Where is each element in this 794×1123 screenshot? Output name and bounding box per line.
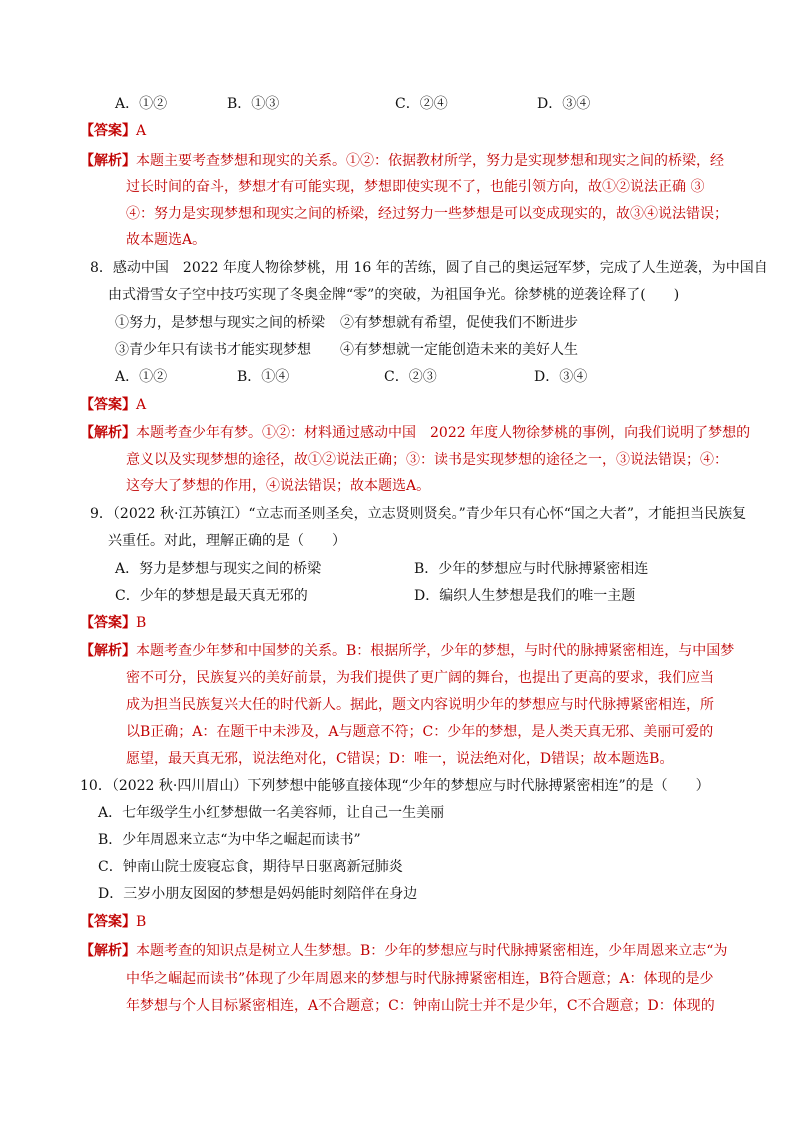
q9-stem-line-1: 9．（2022 秋·江苏镇江）“立志而圣则圣矣，立志贤则贤矣。”青少年只有心怀“国之大者”，才能担当民族复 — [90, 506, 747, 522]
analysis-text: ③ — [690, 179, 705, 195]
answer-value: B — [136, 615, 147, 631]
q10-option-c: C．钟南山院士废寝忘食，期待早日驱离新冠肺炎 — [98, 859, 403, 875]
q7-analysis-line-2 — [126, 178, 704, 196]
q8-option-a: A．①② — [115, 369, 168, 385]
q8-option-d: D．③④ — [534, 369, 588, 385]
q7-option-a: A．①② — [115, 96, 168, 112]
q8-stem-line-1: 8．感动中国 2022 年度人物徐梦桃，用 16 年的苦练，圆了自己的奥运冠军梦，完成了人生逆袭，为中国自 — [90, 260, 768, 276]
q7-answer — [80, 122, 146, 140]
q9-stem-line-2: 兴重任。对此，理解正确的是（ ） — [108, 533, 346, 549]
answer-tag: 【答案】 — [80, 397, 136, 413]
q9-analysis-line-3: 成为担当民族复兴大任的时代新人。据此，题文内容说明少年的梦想应与时代脉搏紧密相连，所 — [126, 697, 714, 713]
q10-stem: 10．（2022 秋·四川眉山）下列梦想中能够直接体现“少年的梦想应与时代脉搏紧密相连”的是（ ） — [80, 778, 710, 794]
q7-option-d: D．③④ — [537, 96, 591, 112]
q8-answer — [80, 396, 146, 414]
q9-analysis-line-2: 密不可分，民族复兴的美好前景，为我们提供了更广阔的舞台，也提出了更高的要求，我们应当 — [126, 670, 714, 686]
answer-tag: 【答案】 — [80, 914, 136, 930]
q8-statement-1: ①努力，是梦想与现实之间的桥梁 — [115, 315, 325, 331]
q9-answer — [80, 614, 146, 632]
answer-value: B — [136, 914, 147, 930]
q7-option-c: C．②④ — [395, 96, 448, 112]
q8-statement-4: ④有梦想就一定能创造未来的美好人生 — [340, 342, 578, 358]
q10-option-b: B．少年周恩来立志“为中华之崛起而读书” — [98, 832, 361, 848]
analysis-text: 本题考查的知识点是树立人生梦想。B：少年的梦想应与时代脉搏紧密相连，少年周恩来立志“为 — [136, 943, 728, 959]
q9-option-c: C．少年的梦想是最天真无邪的 — [115, 588, 308, 604]
q9-option-a: A．努力是梦想与现实之间的桥梁 — [115, 561, 322, 577]
q8-analysis-line-1 — [80, 424, 750, 442]
analysis-text: 本题考查少年有梦。 — [136, 425, 262, 441]
q7-analysis-line-4: 故本题选A。 — [126, 232, 207, 248]
analysis-tag: 【解析】 — [80, 425, 136, 441]
q10-answer — [80, 913, 146, 931]
q8-stem-line-2: 由式滑雪女子空中技巧实现了冬奥金牌“零”的突破，为祖国争光。徐梦桃的逆袭诠释了( ) — [108, 287, 680, 303]
q8-option-b: B．①④ — [237, 369, 290, 385]
q9-analysis-line-5: 愿望，最天真无邪，说法绝对化，C错误；D：唯一，说法绝对化，D错误；故本题选B。 — [126, 751, 674, 767]
q10-analysis-line-1 — [80, 942, 727, 960]
answer-value: A — [136, 123, 147, 139]
analysis-tag: 【解析】 — [80, 943, 136, 959]
q8-analysis-line-3: 这夸大了梦想的作用，④说法错误；故本题选A。 — [126, 478, 431, 494]
q8-statement-3: ③青少年只有读书才能实现梦想 — [115, 342, 311, 358]
q9-option-b: B．少年的梦想应与时代脉搏紧密相连 — [414, 561, 649, 577]
q10-option-d: D．三岁小朋友囡囡的梦想是妈妈能时刻陪伴在身边 — [98, 886, 418, 902]
q9-analysis-line-4: 以B正确；A：在题干中未涉及，A与题意不符；C：少年的梦想，是人类天真无邪、美丽可爱的 — [126, 724, 714, 740]
analysis-text: 过长时间的奋斗，梦想才有可能实现，梦想即使实现不了，也能引领方向，故①②说法正确 — [126, 179, 686, 195]
analysis-text: 本题主要考查梦想和现实的关系。 — [136, 153, 346, 169]
analysis-text: ①②：材料通过感动中国 2022 年度人物徐梦桃的事例，向我们说明了梦想的 — [262, 425, 751, 441]
q9-option-d: D．编织人生梦想是我们的唯一主题 — [414, 588, 636, 604]
q10-analysis-line-3: 年梦想与个人目标紧密相连，A不合题意；C：钟南山院士并不是少年，C不合题意；D：体现的 — [126, 998, 715, 1014]
analysis-tag: 【解析】 — [80, 153, 136, 169]
q10-analysis-line-2: 中华之崛起而读书”体现了少年周恩来的梦想与时代脉搏紧密相连，B符合题意；A：体现的是少 — [126, 971, 714, 987]
analysis-text: ①②：依据教材所学，努力是实现梦想和现实之间的桥梁，经 — [346, 153, 724, 169]
q8-analysis-line-2: 意义以及实现梦想的途径，故①②说法正确；③：读书是实现梦想的途径之一，③说法错误；④： — [126, 452, 728, 468]
q8-option-c: C．②③ — [384, 369, 437, 385]
analysis-text: 本题考查少年梦和中国梦的关系。B：根据所学，少年的梦想，与时代的脉搏紧密相连，与中国梦 — [136, 643, 735, 659]
answer-value: A — [136, 397, 147, 413]
answer-tag: 【答案】 — [80, 615, 136, 631]
analysis-tag: 【解析】 — [80, 643, 136, 659]
q10-option-a: A．七年级学生小红梦想做一名美容师，让自己一生美丽 — [98, 805, 445, 821]
q7-option-b: B．①③ — [227, 96, 280, 112]
answer-tag: 【答案】 — [80, 123, 136, 139]
q8-statement-2: ②有梦想就有希望，促使我们不断进步 — [340, 315, 578, 331]
q7-analysis-line-1 — [80, 152, 724, 170]
q7-analysis-line-3: ④：努力是实现梦想和现实之间的桥梁，经过努力一些梦想是可以变成现实的，故③④说法错误； — [126, 206, 728, 222]
q9-analysis-line-1 — [80, 642, 734, 660]
